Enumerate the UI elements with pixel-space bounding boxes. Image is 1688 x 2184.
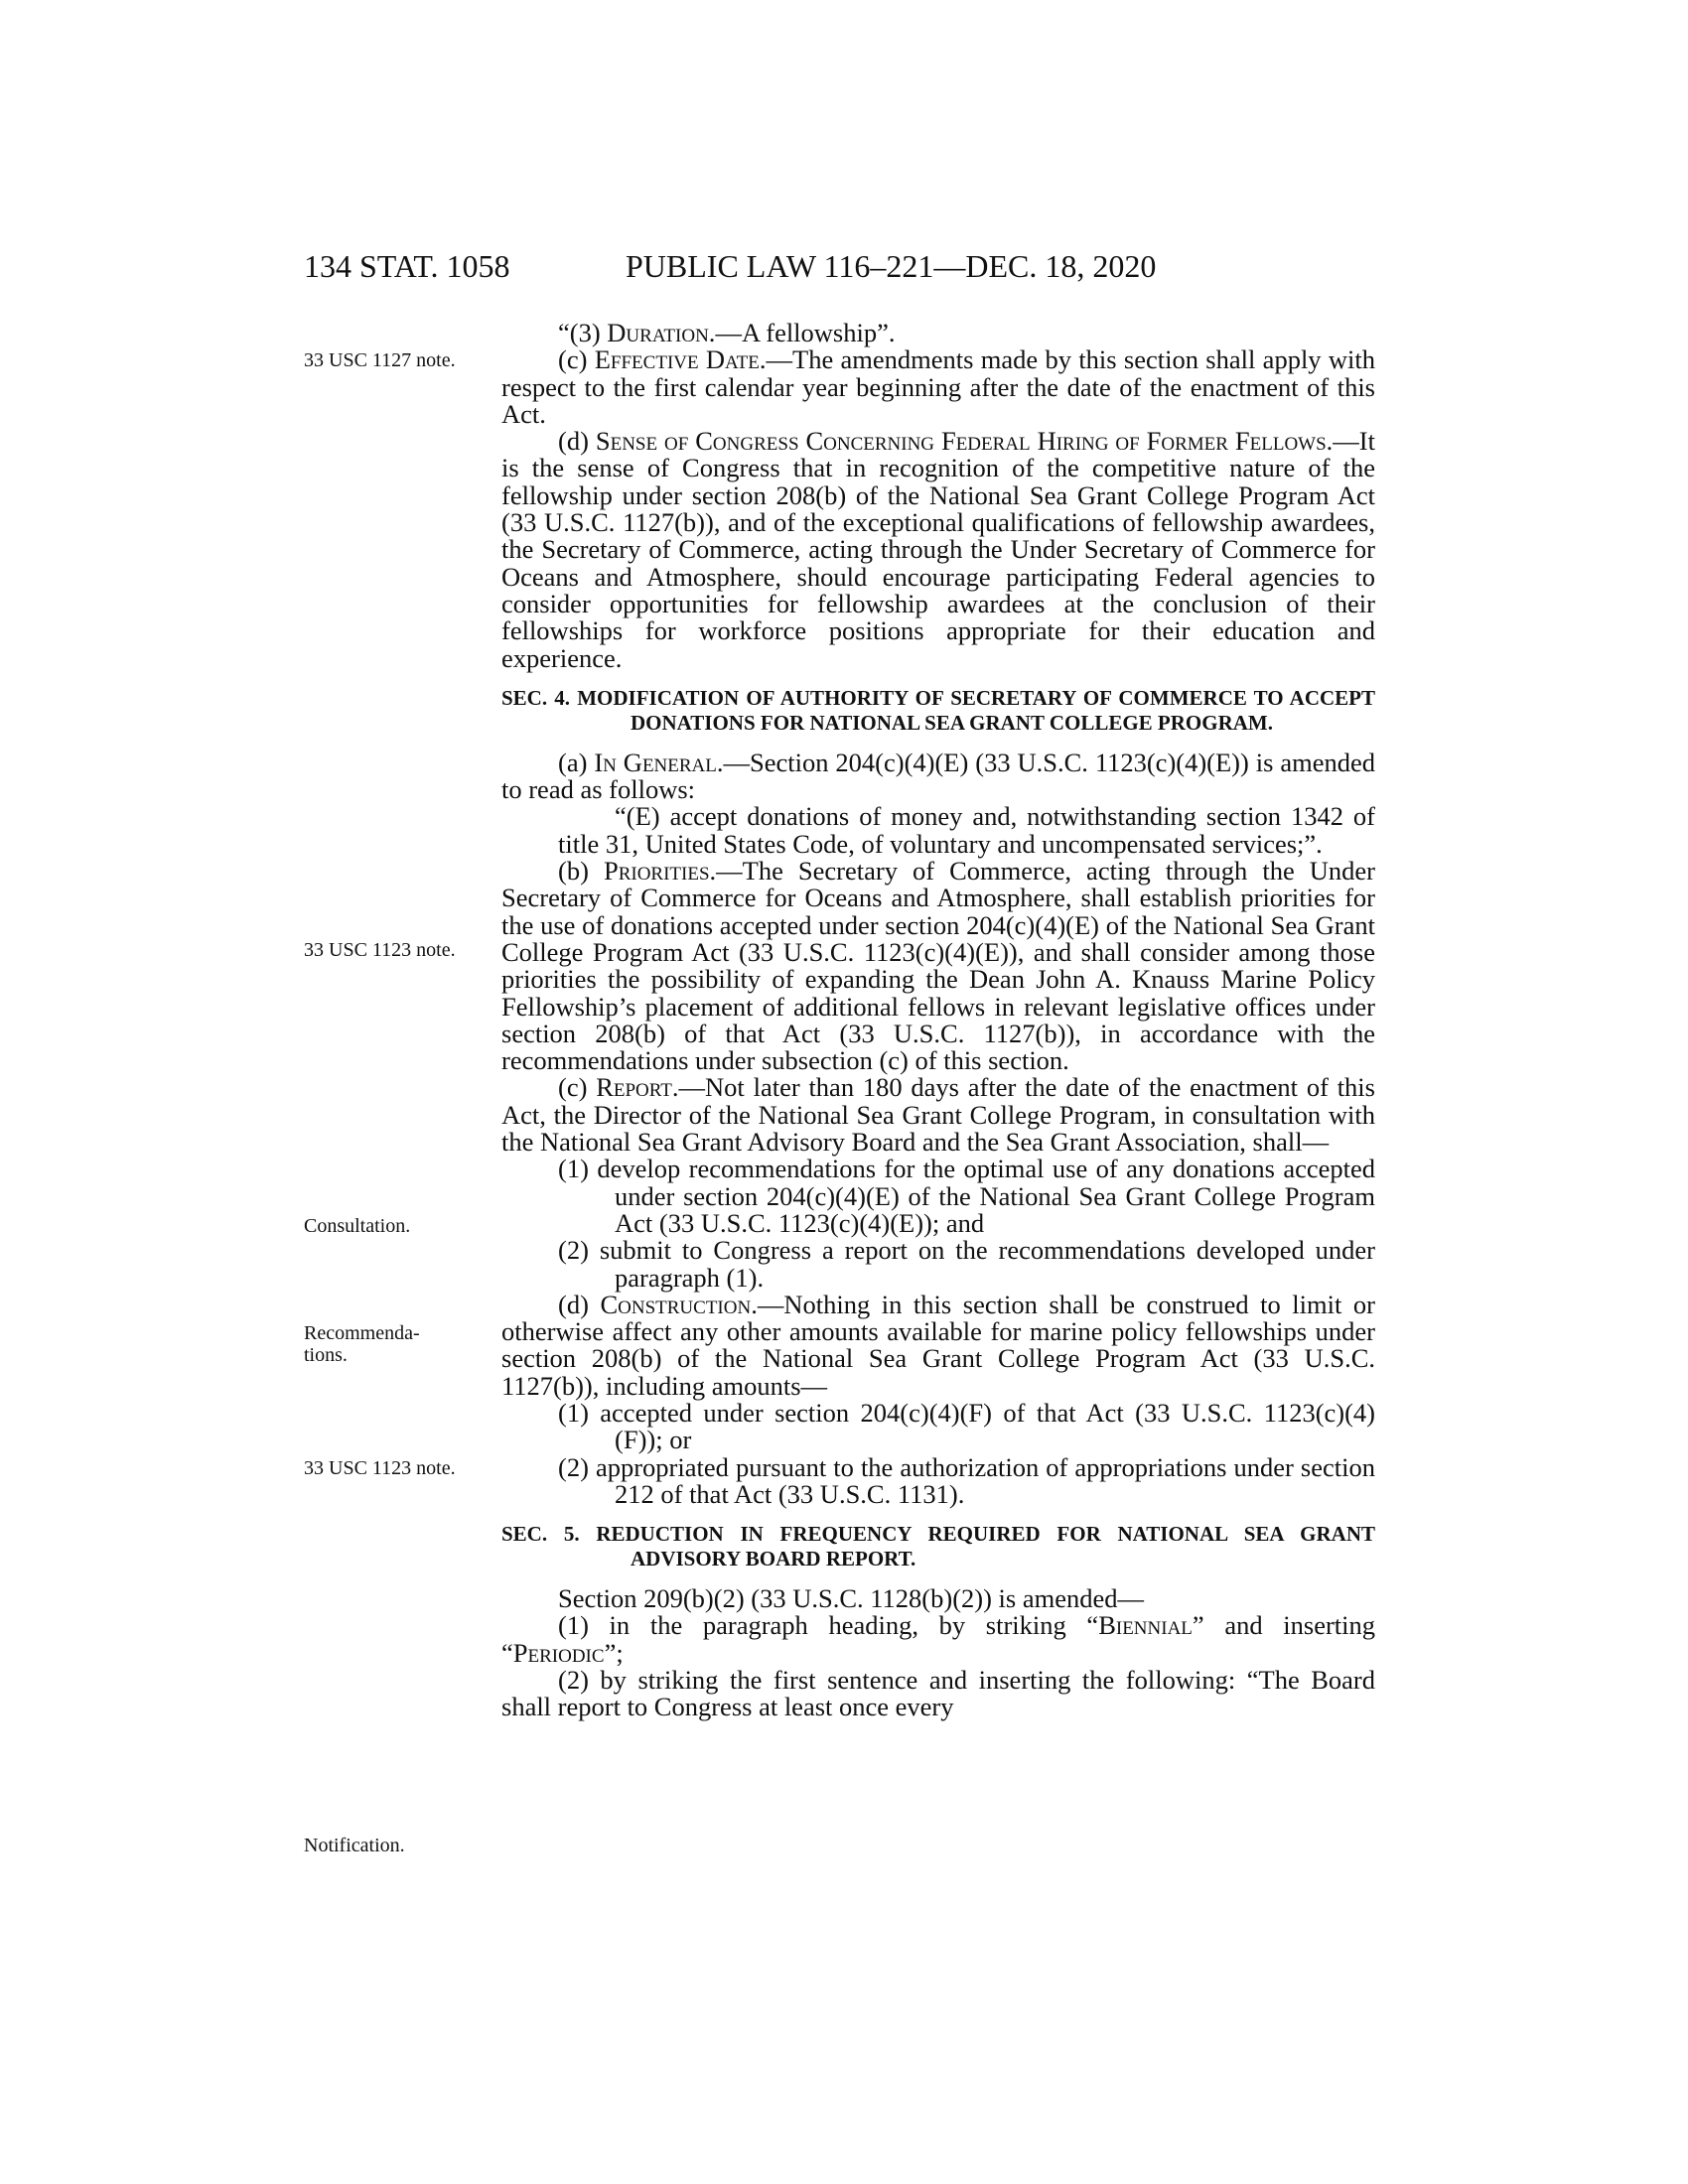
paragraph-in-general	[501, 747, 1375, 805]
page-header	[0, 248, 1688, 288]
in-general-heading: In General.	[594, 747, 724, 777]
margin-note-notification: Notification.	[304, 1835, 405, 1856]
amendment-text: ” and inserting “	[501, 1610, 1376, 1668]
paragraph-sense-of-congress	[501, 428, 1375, 672]
effective-date-text: —The amendments made by this section shall apply with respect to the first calendar year beginning after the date of the enactment of this Act.	[501, 344, 1375, 429]
paragraph-duration	[501, 320, 1375, 346]
duration-text: —A fellowship”.	[715, 318, 896, 347]
subsection-label: (a)	[558, 747, 595, 777]
subsection-label: (c)	[558, 344, 595, 375]
amendment-item-2: (2) by striking the first sentence and inserting the following: “The Board shall report to Congress at least once every	[501, 1665, 1375, 1722]
quoted-amendment: “(E) accept donations of money and, notwithstanding section 1342 of title 31, United States Code, of voluntary and uncompensated services;”.	[558, 801, 1375, 859]
sense-of-congress-heading: Sense of Congress Concerning Federal Hiring of Former Fellows.	[595, 426, 1334, 457]
section-5-heading: SEC. 5. REDUCTION IN FREQUENCY REQUIRED FOR NATIONAL SEA GRANT ADVISORY BOARD REPORT.	[501, 1522, 1375, 1571]
subsection-label: (b)	[558, 856, 604, 887]
construction-item-1: (1) accepted under section 204(c)(4)(F) of that Act (33 U.S.C. 1123(c)(4)(F)); or	[558, 1397, 1375, 1455]
amendment-text: ”;	[604, 1637, 624, 1668]
construction-item-2: (2) appropriated pursuant to the authorization of appropriations under section 212 of that Act (33 U.S.C. 1131).	[558, 1451, 1375, 1509]
effective-date-heading: Effective Date.	[594, 344, 767, 375]
construction-text: —Nothing in this section shall be construed to limit or otherwise affect any other amounts available for marine policy fellowships under section 208(b) of the National Sea Grant College Program Act (33 U.S.C. 1127(b)), including amounts—	[501, 1289, 1375, 1401]
paragraph-report	[501, 1074, 1375, 1156]
report-item-2: (2) submit to Congress a report on the recommendations developed under paragraph (1).	[558, 1235, 1375, 1293]
paragraph-priorities	[501, 858, 1375, 1074]
subsection-label: (c)	[558, 1072, 597, 1103]
margin-note-consultation: Consultation.	[304, 1215, 411, 1237]
margin-note-usc-1123-b: 33 USC 1123 note.	[304, 1457, 456, 1479]
report-heading: Report.	[596, 1072, 679, 1103]
margin-note-usc-1123-a: 33 USC 1123 note.	[304, 939, 456, 961]
report-item-1: (1) develop recommendations for the optimal use of any donations accepted under section 204(c)(4)(E) of the National Sea Grant College Program Act (33 U.S.C. 1123(c)(4)(E)); and	[558, 1154, 1375, 1238]
margin-note-recommendations: Recommenda-tions.	[304, 1322, 420, 1366]
priorities-heading: Priorities.	[603, 856, 717, 887]
paragraph-construction	[501, 1289, 1375, 1401]
priorities-text: —The Secretary of Commerce, acting through the Under Secretary of Commerce for Oceans and Atmosphere, shall establish priorities for the use of donations accepted under section 204(c)(4)(E) of the National Sea Grant College Program Act (33 U.S.C. 1123(c)(4)(E)), and shall consider among those priorities the possibility of expanding the Dean John A. Knauss Marine Policy Fellowship’s placement of additional fellows in relevant legislative offices under section 208(b) of that Act (33 U.S.C. 1127(b)), in accordance with the recommendations under subsection (c) of this section.	[501, 856, 1375, 1076]
amendment-item-1	[501, 1612, 1375, 1667]
construction-heading: Construction.	[600, 1289, 758, 1319]
sense-of-congress-text: —It is the sense of Congress that in recognition of the competitive nature of the fellowship under section 208(b) of the National Sea Grant College Program Act (33 U.S.C. 1127(b)), and of the exceptional qualifications of fellowship awardees, the Secretary of Commerce, acting through the Under Secretary of Commerce for Oceans and Atmosphere, should encourage participating Federal agencies to consider opportunities for fellowship awardees at the conclusion of their fellowships for workforce positions appropriate for their education and experience.	[501, 426, 1375, 673]
subsection-label: (d)	[558, 1289, 601, 1319]
paragraph-effective-date	[501, 346, 1375, 428]
paragraph-section-209: Section 209(b)(2) (33 U.S.C. 1128(b)(2)) is amended—	[558, 1583, 1145, 1614]
report-text: —Not later than 180 days after the date of the enactment of this Act, the Director of the National Sea Grant College Program, in consultation with the National Sea Grant Advisory Board and the Sea Grant Association, shall—	[501, 1072, 1375, 1158]
biennial-term: Biennial	[1098, 1610, 1193, 1641]
margin-note-usc-1127: 33 USC 1127 note.	[304, 349, 456, 371]
statute-body	[501, 320, 1375, 1721]
duration-heading: “(3) Duration.	[558, 318, 716, 347]
periodic-term: Periodic	[512, 1637, 605, 1668]
law-title: PUBLIC LAW 116–221—DEC. 18, 2020	[626, 248, 1157, 284]
in-general-text: —Section 204(c)(4)(E) (33 U.S.C. 1123(c)(4)(E)) is amended to read as follows:	[501, 747, 1375, 805]
amendment-text: (1) in the paragraph heading, by striking “	[558, 1610, 1099, 1641]
stat-citation: 134 STAT. 1058	[304, 248, 510, 284]
subsection-label: (d)	[558, 426, 596, 457]
section-4-heading: SEC. 4. MODIFICATION OF AUTHORITY OF SECRETARY OF COMMERCE TO ACCEPT DONATIONS FOR NATIONAL SEA GRANT COLLEGE PROGRAM.	[501, 685, 1375, 735]
